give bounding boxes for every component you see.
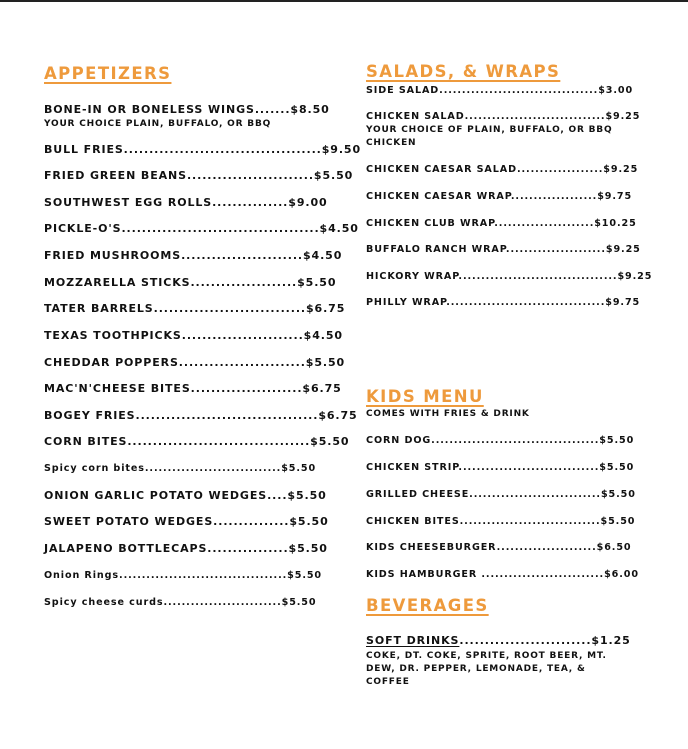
menu-item: Onion Rings.....................................$5.50 <box>44 570 323 581</box>
menu-item: CORN DOG.....................................$5.50 <box>366 435 635 446</box>
menu-item-note: COKE, DT. COKE, SPRITE, ROOT BEER, MT. DEW, DR. PEPPER, LEMONADE, TEA, & COFFEE <box>366 651 607 687</box>
menu-item: FRIED GREEN BEANS.........................$5.50 <box>44 169 354 182</box>
menu-item: MAC'N'CHEESE BITES......................$6.75 <box>44 382 342 395</box>
menu-item: PICKLE-O'S.......................................$4.50 <box>44 222 359 235</box>
menu-item: BUFFALO RANCH WRAP......................$9.25 <box>366 244 641 255</box>
menu-item: CHICKEN STRIP...............................$5.50 <box>366 462 635 473</box>
menu-item: TATER BARRELS..............................$6.75 <box>44 302 346 315</box>
top-border-line <box>0 0 688 2</box>
menu-item: CHICKEN SALAD...............................$9.25 <box>366 111 641 122</box>
menu-item: KIDS CHEESEBURGER......................$6.50 <box>366 542 632 553</box>
menu-item: TEXAS TOOTHPICKS........................$4.50 <box>44 329 343 342</box>
menu-item: KIDS HAMBURGER ...........................$6.00 <box>366 569 639 580</box>
menu-item: FRIED MUSHROOMS........................$4.50 <box>44 249 343 262</box>
menu-item: CHEDDAR POPPERS.........................$5.50 <box>44 356 346 369</box>
menu-item-note: YOUR CHOICE OF PLAIN, BUFFALO, OR BBQ CHICKEN <box>366 125 613 148</box>
menu-item: MOZZARELLA STICKS.....................$5.50 <box>44 276 337 289</box>
menu-item: SWEET POTATO WEDGES...............$5.50 <box>44 515 329 528</box>
menu-item <box>366 634 631 647</box>
kids-menu-subtitle: COMES WITH FRIES & DRINK <box>366 409 530 419</box>
menu-item: PHILLY WRAP...................................$9.75 <box>366 297 641 308</box>
menu-item: ONION GARLIC POTATO WEDGES....$5.50 <box>44 489 327 502</box>
menu-item: Spicy cheese curds..........................$5.50 <box>44 597 317 608</box>
menu-item: CHICKEN BITES...............................$5.50 <box>366 516 636 527</box>
appetizers-heading: APPETIZERS <box>44 64 172 83</box>
soft-drinks-price: ..........................$1.25 <box>459 634 631 647</box>
salads-wraps-heading: SALADS, & WRAPS <box>366 62 561 81</box>
menu-item-note: YOUR CHOICE PLAIN, BUFFALO, OR BBQ <box>44 119 272 129</box>
beverages-heading: BEVERAGES <box>366 596 489 615</box>
menu-item: SIDE SALAD...................................$3.00 <box>366 85 634 96</box>
menu-item: CHICKEN CLUB WRAP......................$10.25 <box>366 218 637 229</box>
kids-menu-heading: KIDS MENU <box>366 387 484 406</box>
menu-item: GRILLED CHEESE.............................$5.50 <box>366 489 636 500</box>
menu-item: BOGEY FRIES....................................$6.75 <box>44 409 358 422</box>
soft-drinks-name: SOFT DRINKS <box>366 634 460 647</box>
menu-item: BULL FRIES.......................................$9.50 <box>44 143 362 156</box>
menu-item: Spicy corn bites..............................$5.50 <box>44 463 317 474</box>
menu-item: CHICKEN CAESAR SALAD...................$9.25 <box>366 164 639 175</box>
menu-item: CORN BITES....................................$5.50 <box>44 435 350 448</box>
menu-item: BONE-IN OR BONELESS WINGS.......$8.50 <box>44 103 330 116</box>
menu-item: HICKORY WRAP...................................$9.25 <box>366 271 653 282</box>
menu-item: SOUTHWEST EGG ROLLS...............$9.00 <box>44 196 328 209</box>
menu-item: JALAPENO BOTTLECAPS................$5.50 <box>44 542 328 555</box>
menu-item: CHICKEN CAESAR WRAP...................$9.75 <box>366 191 633 202</box>
